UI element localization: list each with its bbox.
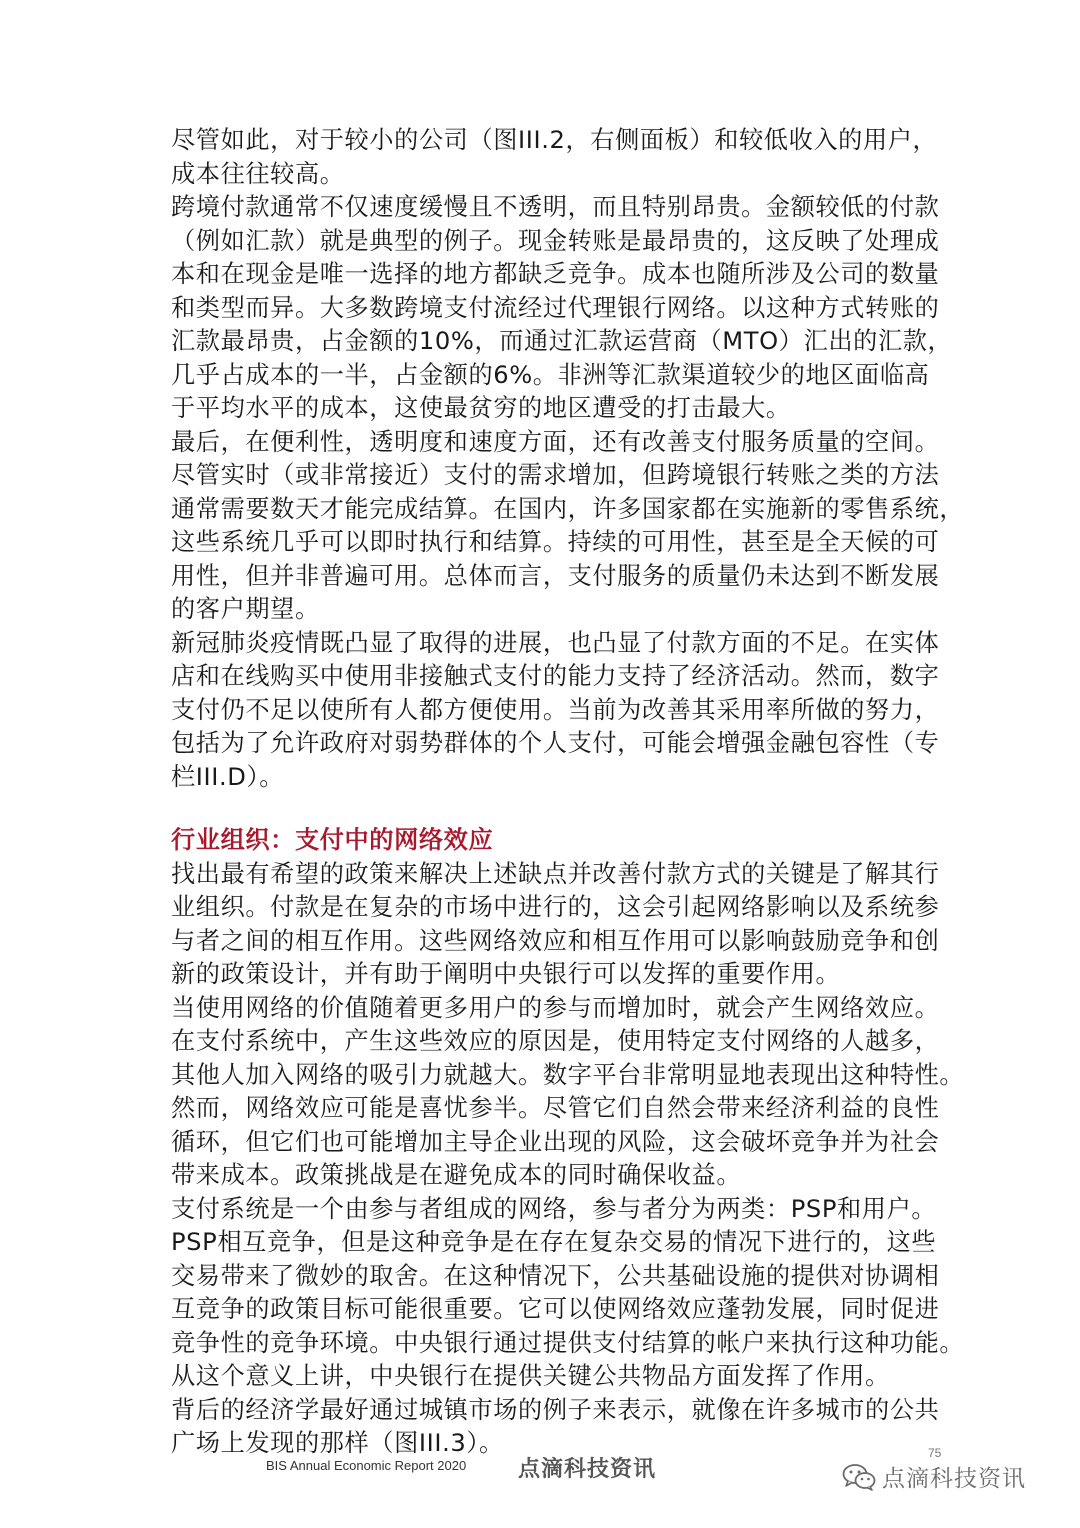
text-line: 从这个意义上讲，中央银行在提供关键公共物品方面发挥了作用。: [171, 1362, 890, 1390]
text-line: 栏III.D）。: [171, 762, 284, 791]
watermark-text: 点滴科技资讯: [882, 1466, 1026, 1492]
paragraph-3: [171, 426, 971, 627]
text-line: 背后的经济学最好通过城镇市场的例子来表示，就像在许多城市的公共: [171, 1395, 940, 1424]
paragraph-5: [171, 858, 971, 992]
text-line: 支付系统是一个由参与者组成的网络，参与者分为两类：PSP和用户。: [171, 1194, 937, 1223]
paragraph-2: [171, 191, 971, 426]
text-line: 尽管实时（或非常接近）支付的需求增加，但跨境银行转账之类的方法: [171, 461, 940, 489]
text-line: 找出最有希望的政策来解决上述缺点并改善付款方式的关键是了解其行: [171, 859, 940, 888]
section-heading: 行业组织：支付中的网络效应: [171, 826, 494, 854]
text-line: 其他人加入网络的吸引力就越大。数字平台非常明显地表现出这种特性。: [171, 1060, 965, 1089]
text-line: 几乎占成本的一半，占金额的6%。非洲等汇款渠道较少的地区面临高: [171, 360, 930, 389]
text-line: 汇款最昂贵，占金额的10%，而通过汇款运营商（MTO）汇出的汇款，: [171, 327, 953, 355]
text-line: 最后，在便利性，透明度和速度方面，还有改善支付服务质量的空间。: [171, 427, 940, 456]
text-line: PSP相互竞争，但是这种竞争是在存在复杂交易的情况下进行的，这些: [171, 1228, 937, 1256]
text-line: 支付仍不足以使所有人都方便使用。当前为改善其采用率所做的努力，: [171, 695, 940, 724]
text-line: 与者之间的相互作用。这些网络效应和相互作用可以影响鼓励竞争和创: [171, 926, 940, 955]
paragraph-6: [171, 992, 971, 1193]
text-line: 新冠肺炎疫情既凸显了取得的进展，也凸显了付款方面的不足。在实体: [171, 628, 940, 657]
text-line: 跨境付款通常不仅速度缓慢且不透明，而且特别昂贵。金额较低的付款: [171, 193, 940, 221]
text-line: 带来成本。政策挑战是在避免成本的同时确保收益。: [171, 1161, 742, 1189]
paragraph-7: [171, 1193, 971, 1394]
text-line: 成本往往较高。: [171, 159, 345, 188]
text-line: 本和在现金是唯一选择的地方都缺乏竞争。成本也随所涉及公司的数量: [171, 260, 940, 288]
text-line: 这些系统几乎可以即时执行和结算。持续的可用性，甚至是全天候的可: [171, 528, 940, 556]
text-line: 业组织。付款是在复杂的市场中进行的，这会引起网络影响以及系统参: [171, 893, 940, 921]
paragraph-8: [171, 1394, 971, 1461]
footer-report-title: BIS Annual Economic Report 2020: [266, 1458, 467, 1473]
document-body: [171, 124, 971, 1461]
text-line: 然而，网络效应可能是喜忧参半。尽管它们自然会带来经济利益的良性: [171, 1094, 940, 1122]
text-line: 于平均水平的成本，这使最贫穷的地区遭受的打击最大。: [171, 394, 791, 422]
text-line: 广场上发现的那样（图III.3）。: [171, 1429, 504, 1457]
text-line: 和类型而异。大多数跨境支付流经过代理银行网络。以这种方式转账的: [171, 293, 940, 322]
paragraph-4: [171, 627, 971, 795]
text-line: 用性，但并非普遍可用。总体而言，支付服务的质量仍未达到不断发展: [171, 561, 940, 590]
text-line: 交易带来了微妙的取舍。在这种情况下，公共基础设施的提供对协调相: [171, 1261, 940, 1290]
footer-source: 点滴科技资讯: [518, 1457, 657, 1482]
text-line: 店和在线购买中使用非接触式支付的能力支持了经济活动。然而，数字: [171, 662, 940, 690]
paragraph-1: [171, 124, 971, 191]
wechat-icon: [842, 1463, 876, 1491]
text-line: 包括为了允许政府对弱势群体的个人支付，可能会增强金融包容性（专: [171, 729, 940, 757]
text-line: 尽管如此，对于较小的公司（图III.2，右侧面板）和较低收入的用户，: [171, 126, 938, 154]
page-number: 75: [928, 1446, 942, 1460]
text-line: 当使用网络的价值随着更多用户的参与而增加时，就会产生网络效应。: [171, 993, 940, 1022]
text-line: 新的政策设计，并有助于阐明中央银行可以发挥的重要作用。: [171, 960, 841, 988]
text-line: 互竞争的政策目标可能很重要。它可以使网络效应蓬勃发展，同时促进: [171, 1295, 940, 1323]
text-line: 的客户期望。: [171, 595, 320, 623]
text-line: （例如汇款）就是典型的例子。现金转账是最昂贵的，这反映了处理成: [171, 226, 940, 255]
text-line: 循环，但它们也可能增加主导企业出现的风险，这会破坏竞争并为社会: [171, 1127, 940, 1156]
watermark: [842, 1460, 1026, 1493]
text-line: 在支付系统中，产生这些效应的原因是，使用特定支付网络的人越多，: [171, 1027, 940, 1055]
text-line: 竞争性的竞争环境。中央银行通过提供支付结算的帐户来执行这种功能。: [171, 1328, 965, 1357]
text-line: 通常需要数天才能完成结算。在国内，许多国家都在实施新的零售系统，: [171, 494, 965, 523]
